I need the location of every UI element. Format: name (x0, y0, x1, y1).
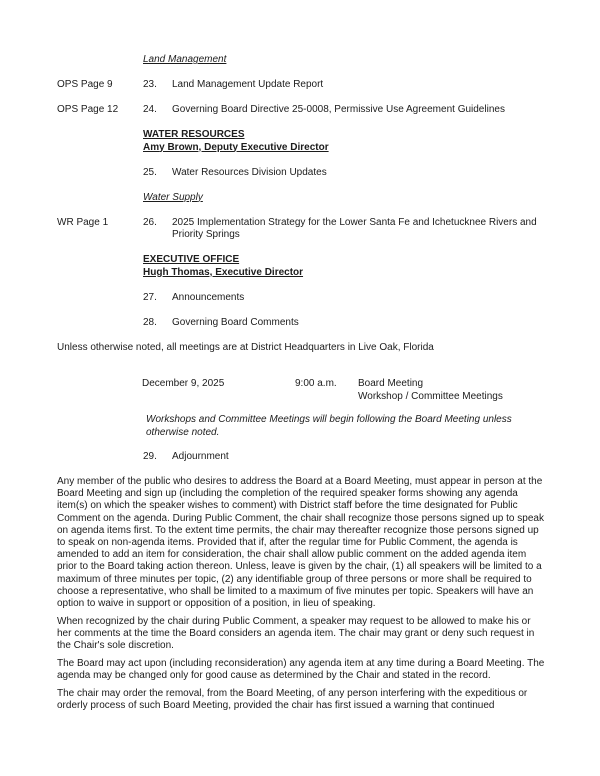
agenda-item-25 (57, 167, 546, 180)
subsection-heading-land-management: Land Management (143, 54, 227, 65)
department-heading-water-resources (143, 129, 546, 154)
page-reference-label: OPS Page 12 (57, 104, 119, 115)
department-officer: Amy Brown, Deputy Executive Director (143, 141, 329, 153)
item-number: 25. (143, 166, 157, 178)
department-officer: Hugh Thomas, Executive Director (143, 266, 304, 278)
agenda-item-26 (57, 217, 546, 242)
agenda-item-23 (57, 79, 546, 92)
item-number: 29. (143, 451, 157, 462)
meeting-location-note: Unless otherwise noted, all meetings are at District Headquarters in Live Oak, Florida (57, 341, 434, 353)
board-action-paragraph: The Board may act upon (including reconsideration) any agenda item at any time during a Board Meeting. The agenda may be changed only for good cause as determined by the Chair and stated in the record. (57, 657, 545, 682)
meeting-event: Workshop / Committee Meetings (358, 390, 503, 402)
item-text: Water Resources Division Updates (172, 166, 327, 178)
meeting-time: 9:00 a.m. (295, 378, 337, 389)
meeting-schedule (142, 378, 546, 403)
meeting-events (358, 378, 503, 403)
page-reference-label (57, 167, 143, 180)
page-reference-label (57, 317, 143, 330)
item-number: 26. (143, 216, 157, 228)
department-title: WATER RESOURCES (143, 129, 245, 140)
item-text: 2025 Implementation Strategy for the Lower Santa Fe and Ichetucknee Rivers and Priority Springs (172, 216, 537, 240)
removal-paragraph: The chair may order the removal, from the Board Meeting, of any person interfering with the expeditious or orderly process of such Board Meeting, provided the chair has first issued a warning that continued (57, 687, 528, 711)
page-reference-label (57, 451, 143, 464)
meeting-date: December 9, 2025 (142, 378, 225, 389)
item-number: 27. (143, 291, 157, 303)
schedule-note: Workshops and Committee Meetings will begin following the Board Meeting unless otherwise noted. (146, 414, 512, 438)
item-number: 28. (143, 316, 157, 328)
item-text: Land Management Update Report (172, 79, 324, 90)
speaker-request-paragraph: When recognized by the chair during Public Comment, a speaker may request to be allowed to make his or her comments at the time the Board considers an agenda item. The chair may grant or deny such request in the Chair's sole discretion. (57, 615, 535, 652)
page-reference-label (57, 292, 143, 305)
page-reference-label: WR Page 1 (57, 216, 109, 228)
department-title: EXECUTIVE OFFICE (143, 254, 240, 265)
item-text: Governing Board Comments (172, 316, 299, 328)
public-comment-rules-paragraph: Any member of the public who desires to address the Board at a Board Meeting, must appear in person at the Board Meeting and sign up (including the completion of the required speaker forms showing any agenda item(s) on which the speaker wishes to comment) with District staff before the time designated for Public Comment on the agenda. During Public Comment, the chair shall recognize those persons signed up to speak on agenda items first. To the extent time permits, the chair may thereafter recognize those persons signed up to speak on non-agenda items. Provided that if, after the regular time for Public Comment, the agenda is amended to add an item for consideration, the chair shall allow public comment on the added agenda item prior to the Board taking action thereon. Unless, leave is given by the chair, (1) all speakers will be limited to a maximum of three minutes per topic, (2) any identifiable group of three persons or more shall be required to choose a representative, who shall be limited to a maximum of five minutes per topic. Speakers will have an option to waive in support or opposition of a position, in lieu of speaking. (57, 476, 544, 610)
item-text: Governing Board Directive 25-0008, Permissive Use Agreement Guidelines (172, 104, 505, 115)
meeting-event: Board Meeting (358, 378, 424, 389)
agenda-item-28 (57, 317, 546, 330)
department-heading-executive-office (143, 254, 546, 279)
item-text: Announcements (172, 291, 245, 303)
agenda-item-29 (57, 451, 546, 464)
agenda-item-24 (57, 104, 546, 117)
item-text: Adjournment (172, 451, 229, 462)
subsection-heading-water-supply: Water Supply (143, 191, 203, 203)
item-number: 23. (143, 79, 157, 90)
agenda-item-27 (57, 292, 546, 305)
page-reference-label: OPS Page 9 (57, 79, 113, 90)
item-number: 24. (143, 104, 157, 115)
